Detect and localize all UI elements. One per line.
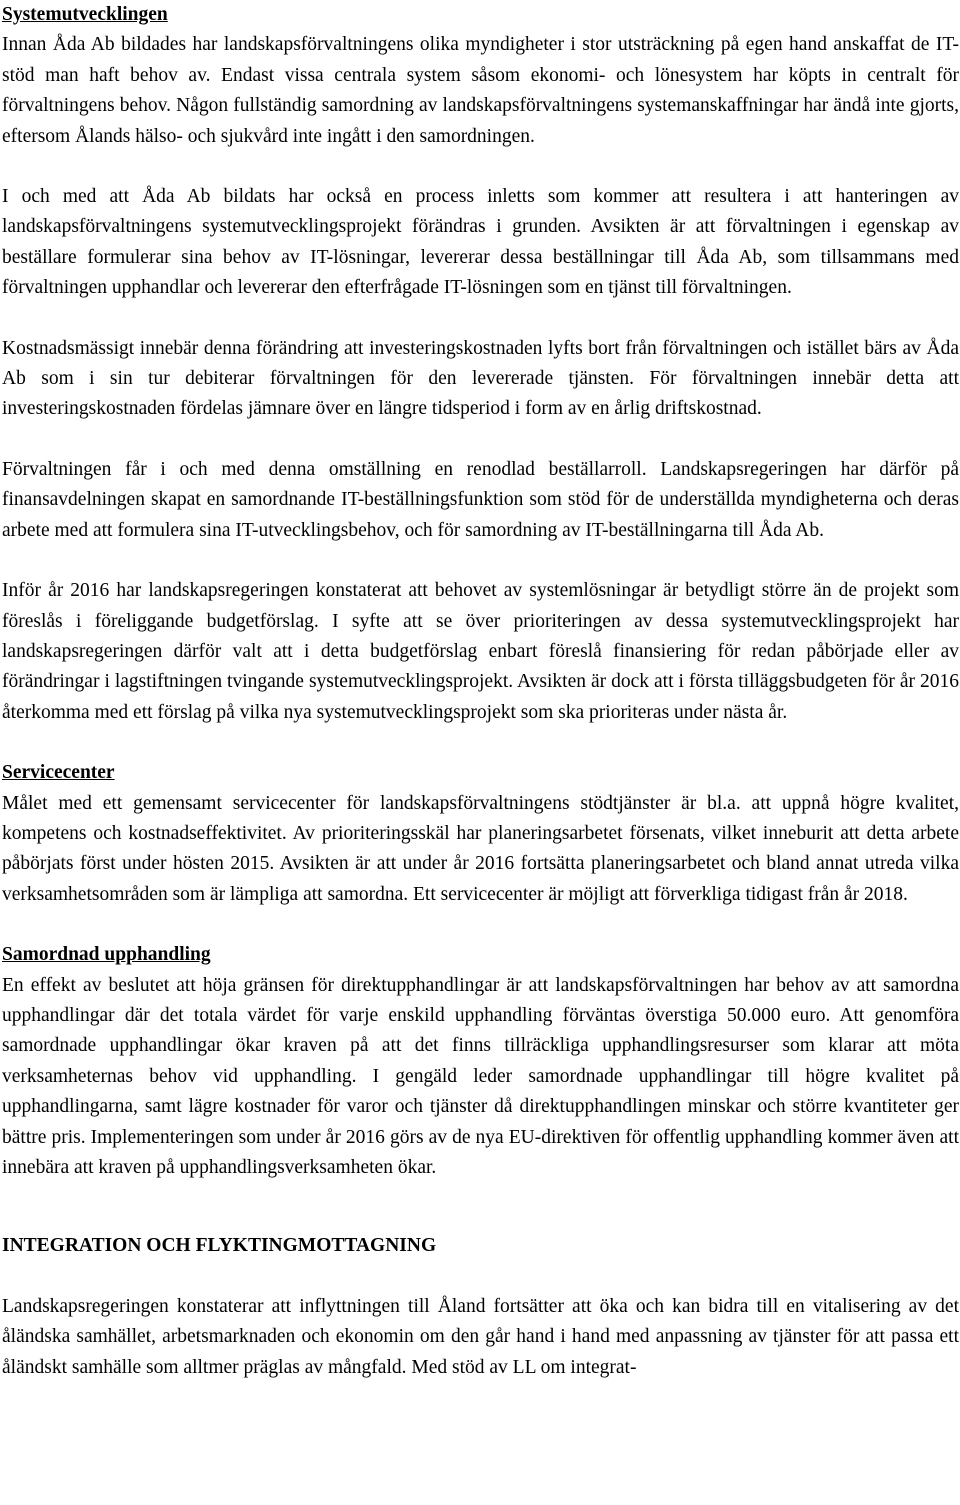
- section-heading: Systemutvecklingen: [2, 4, 168, 25]
- paragraph: I och med att Åda Ab bildats har också en process inletts som kommer att resultera i att hanteringen av landskapsförvaltningens systemutvecklingsprojekt förändras i grunden. Avsikten är att förvaltningen i egenskap av beställare formulerar sina behov av IT-lösningar, levererar dessa beställningar till Åda Ab, som tillsammans med förvaltningen upphandlar och levererar den efterfrågade IT-lösningen som en tjänst till förvaltningen.: [2, 186, 959, 299]
- paragraph-gap: [2, 152, 959, 182]
- section-gap: [2, 910, 959, 940]
- section-gap: [2, 1183, 959, 1231]
- section-heading: Samordnad upphandling: [2, 944, 211, 966]
- paragraph: Inför år 2016 har landskapsregeringen konstaterat att behovet av systemlösningar är betydligt större än de projekt som föreslås i föreliggande budgetförslag. I syfte att se över prioriteringen av dessa systemutvecklingsprojekt har landskapsregeringen därför valt att i detta budgetförslag enbart föreslå finansiering för redan påbörjade eller av förändringar i lagstiftningen tvingande systemutvecklingsprojekt. Avsikten är dock att i första tilläggsbudgeten för år 2016 återkomma med ett förslag på vilka nya systemutvecklingsprojekt som ska prioriteras under nästa år.: [2, 580, 959, 723]
- paragraph: Målet med ett gemensamt servicecenter för landskapsförvaltningens stödtjänster är bl.a. att uppnå högre kvalitet, kompetens och kostnadseffektivitet. Av prioriteringsskäl har planeringsarbetet försenats, vilket inneburit att detta arbete påbörjats först under hösten 2015. Avsikten är att under år 2016 fortsätta planeringsarbetet och bland annat utreda vilka verksamhetsområden som är lämpliga att samordna. Ett servicecenter är möjligt att förverkliga tidigast från år 2018.: [2, 792, 959, 905]
- paragraph: Kostnadsmässigt innebär denna förändring att investeringskostnaden lyfts bort från förvaltningen och istället bärs av Åda Ab som i sin tur debiterar förvaltningen för den levererade tjänsten. För förvaltningen innebär detta att investeringskostnaden fördelas jämnare över en längre tidsperiod i form av en årlig driftskostnad.: [2, 337, 959, 420]
- section-systemutveckling: [2, 0, 959, 728]
- section-integration: [2, 1231, 959, 1383]
- section-gap: [2, 728, 959, 758]
- paragraph-gap: [2, 425, 959, 455]
- paragraph-gap: [2, 304, 959, 334]
- section-heading: Servicecenter: [2, 762, 115, 784]
- paragraph: Innan Åda Ab bildades har landskapsförvaltningens olika myndigheter i stor utsträckning på egen hand anskaffat de IT-stöd man haft behov av. Endast vissa centrala system såsom ekonomi- och lönesystem har köpts in centralt för förvaltningens behov. Någon fullständig samordning av landskapsförvaltningens systemanskaffningar har ändå inte gjorts, eftersom Ålands hälso- och sjukvård inte ingått i den samordningen.: [2, 34, 959, 147]
- paragraph: Förvaltningen får i och med denna omställning en renodlad beställarroll. Landskapsregeringen har därför på finansavdelningen skapat en samordnande IT-beställningsfunktion som stöd för de underställda myndigheterna och deras arbete med att formulera sina IT-utvecklingsbehov, och för samordning av IT-beställningarna till Åda Ab.: [2, 458, 959, 541]
- paragraph: Landskapsregeringen konstaterar att inflyttningen till Åland fortsätter att öka och kan bidra till en vitalisering av det åländska samhället, arbetsmarknaden och ekonomin om den går hand i hand med anpassning av tjänster för att passa ett åländskt samhälle som alltmer präglas av mångfald. Med stöd av LL om integrat-: [2, 1295, 959, 1378]
- section-upphandling: [2, 940, 959, 1183]
- paragraph: En effekt av beslutet att höja gränsen för direktupphandlingar är att landskapsförvaltningen har behov av att samordna upphandlingar där det totala värdet för varje enskild upphandling förväntas överstiga 50.000 euro. Att genomföra samordnade upphandlingar ökar kraven på att det finns tillräckliga upphandlingsresurser som klarar att möta verksamheternas behov vid upphandling. I gengäld leder samordnade upphandlingar till högre kvalitet på upphandlingarna, samt lägre kostnader för varor och tjänster då direktupphandlingen minskar och större kvantiteter ger bättre pris. Implementeringen som under år 2016 görs av de nya EU-direktiven för offentlig upphandling kommer även att innebära att kraven på upphandlingsverksamheten ökar.: [2, 974, 959, 1178]
- section-servicecenter: [2, 758, 959, 910]
- major-heading: INTEGRATION OCH FLYKTINGMOTTAGNING: [2, 1235, 437, 1257]
- paragraph-gap: [2, 1262, 959, 1292]
- paragraph-gap: [2, 546, 959, 576]
